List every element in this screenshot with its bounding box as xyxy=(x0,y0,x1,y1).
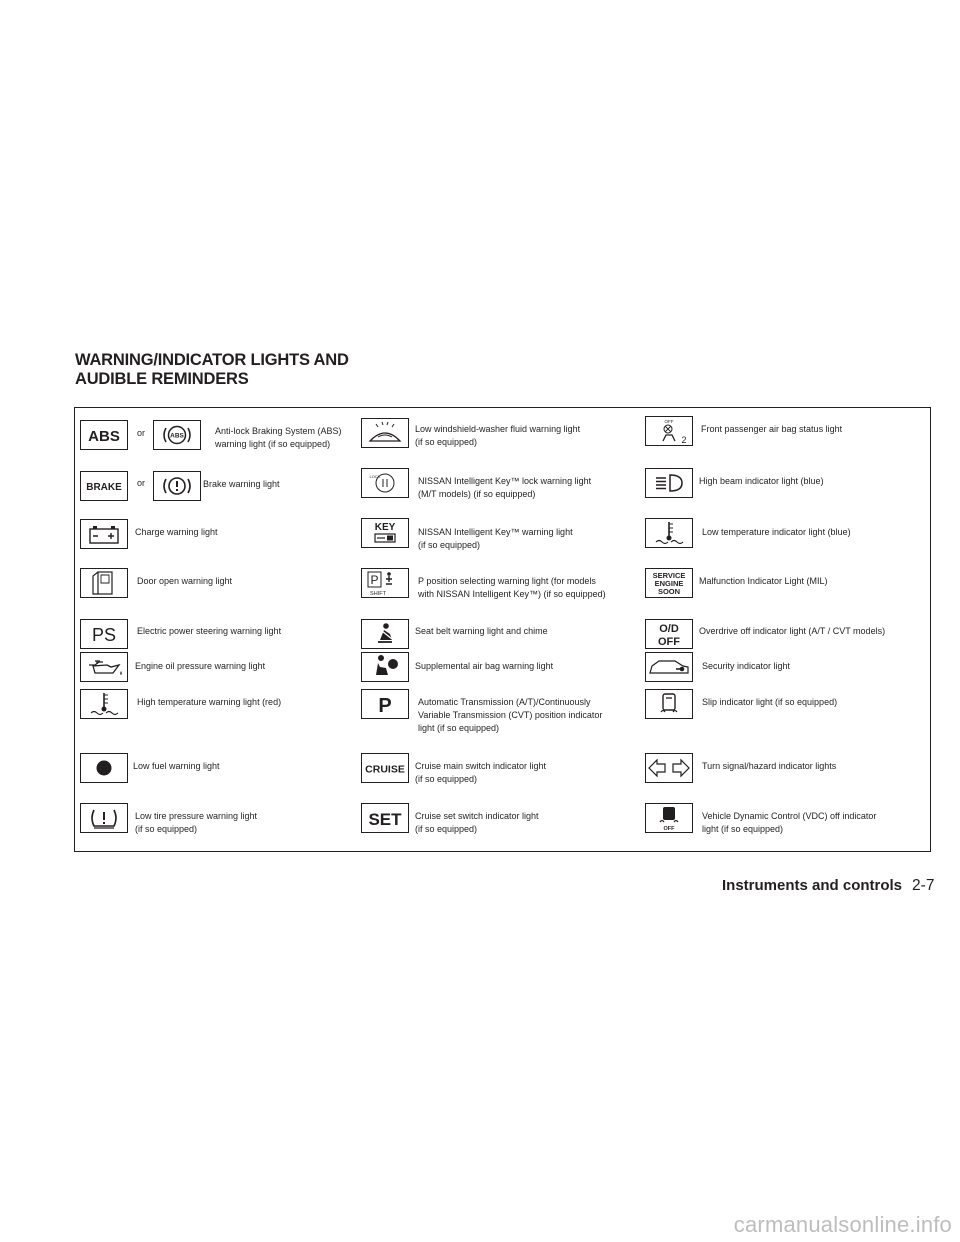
svg-text:P: P xyxy=(370,573,379,587)
page-number: 2-7 xyxy=(912,877,935,894)
set-icon xyxy=(361,803,409,833)
chapter-title: Instruments and controls xyxy=(722,877,903,894)
abs-text-icon xyxy=(80,420,128,450)
abs-description: Anti-lock Braking System (ABS) warning light (if so equipped) xyxy=(215,426,342,449)
at-position-description: Automatic Transmission (A/T)/Continuously Variable Transmission (CVT) position indicator light (if so equipped) xyxy=(418,697,603,733)
passenger-airbag-icon xyxy=(645,416,693,446)
at-position-icon xyxy=(361,689,409,719)
svg-text:OFF: OFF xyxy=(664,419,674,424)
or-label: or xyxy=(137,478,146,488)
tire-pressure-description: Low tire pressure warning light (if so equipped) xyxy=(135,811,258,834)
svg-text:O/D: O/D xyxy=(659,623,679,635)
door-open-description: Door open warning light xyxy=(137,576,233,586)
svg-text:SHIFT: SHIFT xyxy=(370,591,386,597)
svg-text:OFF: OFF xyxy=(663,826,675,832)
section-title-line2: AUDIBLE REMINDERS xyxy=(75,370,249,388)
abs-circle-icon xyxy=(153,420,201,450)
watermark: carmanualsonline.info xyxy=(733,1212,952,1237)
windshield-washer-icon xyxy=(361,418,409,448)
cruise-description: Cruise main switch indicator light (if so equipped) xyxy=(415,761,547,784)
oil-pressure-icon xyxy=(80,652,128,682)
passenger-airbag-description: Front passenger air bag status light xyxy=(701,424,843,434)
svg-text:BRAKE: BRAKE xyxy=(86,482,122,493)
svg-text:KEY: KEY xyxy=(374,522,396,533)
svg-text:2: 2 xyxy=(681,435,687,445)
oil-pressure-description: Engine oil pressure warning light xyxy=(135,661,266,671)
svg-text:LOCK: LOCK xyxy=(369,474,381,479)
brake-circle-icon xyxy=(153,471,201,501)
p-position-description: P position selecting warning light (for models with NISSAN Intelligent Key™) (if so equipped) xyxy=(418,576,606,599)
key-icon xyxy=(361,518,409,548)
high-temperature-icon xyxy=(80,689,128,719)
slip-icon xyxy=(645,689,693,719)
security-icon xyxy=(645,652,693,682)
high-temp-description: High temperature warning light (red) xyxy=(137,697,282,707)
svg-text:PS: PS xyxy=(91,625,117,645)
od-off-icon xyxy=(645,619,693,649)
service-engine-soon-icon xyxy=(645,568,693,598)
high-beam-description: High beam indicator light (blue) xyxy=(699,476,824,486)
seat-belt-icon xyxy=(361,619,409,649)
svg-text:CRUISE: CRUISE xyxy=(365,763,405,776)
page-footer xyxy=(722,877,934,895)
slip-description: Slip indicator light (if so equipped) xyxy=(702,697,838,707)
power-steering-description: Electric power steering warning light xyxy=(137,626,282,636)
svg-text:P: P xyxy=(378,695,392,717)
battery-icon xyxy=(80,519,128,549)
svg-text:ENGINE: ENGINE xyxy=(654,579,684,588)
key-warning-description: NISSAN Intelligent Key™ warning light (if so equipped) xyxy=(418,527,573,550)
brake-text-icon xyxy=(80,471,128,501)
charge-description: Charge warning light xyxy=(135,527,218,537)
p-shift-icon xyxy=(361,568,409,598)
svg-text:ABS: ABS xyxy=(170,432,184,440)
brake-description: Brake warning light xyxy=(203,479,280,489)
low-temperature-icon xyxy=(645,518,693,548)
mil-description: Malfunction Indicator Light (MIL) xyxy=(699,576,828,586)
vdc-off-icon xyxy=(645,803,693,833)
security-description: Security indicator light xyxy=(702,661,791,671)
svg-text:SERVICE: SERVICE xyxy=(652,571,686,580)
cruise-icon xyxy=(361,753,409,783)
svg-text:OFF: OFF xyxy=(658,636,680,648)
tire-pressure-icon xyxy=(80,803,128,833)
vdc-off-description: Vehicle Dynamic Control (VDC) off indicator light (if so equipped) xyxy=(702,811,877,834)
section-title xyxy=(75,351,349,389)
seat-belt-description: Seat belt warning light and chime xyxy=(415,626,548,636)
high-beam-icon xyxy=(645,468,693,498)
door-open-icon xyxy=(80,568,128,598)
low-fuel-description: Low fuel warning light xyxy=(133,761,220,771)
washer-description: Low windshield-washer fluid warning light (if so equipped) xyxy=(415,424,581,447)
indicator-table xyxy=(74,407,931,852)
airbag-description: Supplemental air bag warning light xyxy=(415,661,554,671)
svg-text:SOON: SOON xyxy=(657,587,681,596)
od-off-description: Overdrive off indicator light (A/T / CVT models) xyxy=(699,626,886,636)
intelligent-key-lock-icon xyxy=(361,468,409,498)
low-fuel-icon xyxy=(80,753,128,783)
set-description: Cruise set switch indicator light (if so equipped) xyxy=(415,811,539,834)
svg-text:SET: SET xyxy=(368,810,402,829)
svg-text:ABS: ABS xyxy=(88,428,120,445)
turn-signal-description: Turn signal/hazard indicator lights xyxy=(702,761,837,771)
section-title-line1: WARNING/INDICATOR LIGHTS AND xyxy=(75,351,349,369)
power-steering-icon xyxy=(80,619,128,649)
airbag-icon xyxy=(361,652,409,682)
low-temp-description: Low temperature indicator light (blue) xyxy=(702,527,851,537)
or-label: or xyxy=(137,428,146,438)
key-lock-description: NISSAN Intelligent Key™ lock warning light (M/T models) (if so equipped) xyxy=(418,476,592,499)
turn-signal-icon xyxy=(645,753,693,783)
